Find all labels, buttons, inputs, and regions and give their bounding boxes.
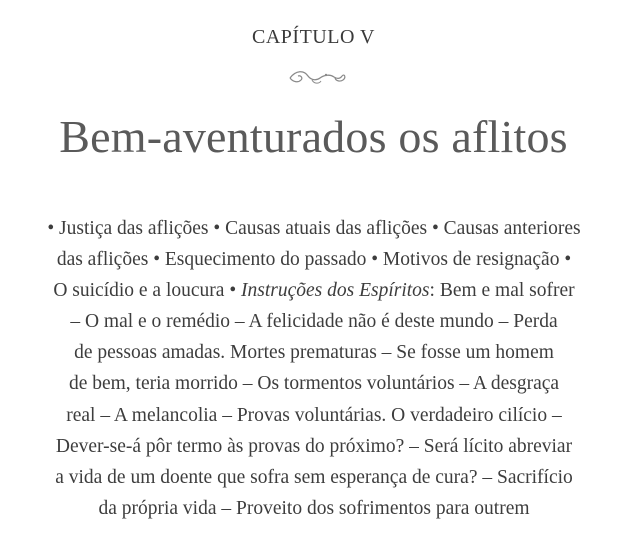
summary-line (14, 275, 614, 306)
scroll-flourish-icon (286, 66, 348, 88)
summary-line: • Justiça das aflições • Causas atuais das aflições • Causas anteriores (47, 218, 581, 239)
summary-line: real – A melancolia – Provas voluntárias. O verdadeiro cilício – (66, 404, 562, 426)
summary-line: da própria vida – Proveito dos sofrimentos para outrem (98, 497, 530, 519)
summary-text: : Bem e mal sofrer (429, 280, 575, 302)
summary-italic-text: Instruções dos Espíritos (241, 280, 430, 302)
summary-line: de pessoas amadas. Mortes prematuras – Se fosse um homem (74, 342, 554, 364)
chapter-label: CAPÍTULO V (252, 26, 375, 48)
summary-line: – O mal e o remédio – A felicidade não é deste mundo – Perda (70, 311, 558, 333)
summary-line: de bem, teria morrido – Os tormentos voluntários – A desgraça (68, 373, 560, 395)
summary-line: Dever-se-á pôr termo às provas do próximo? – Será lícito abreviar (55, 435, 573, 457)
summary-line: a vida de um doente que sofra sem esperança de cura? – Sacrifício (55, 466, 573, 488)
chapter-summary (14, 213, 614, 524)
summary-text: O suicídio e a loucura • (53, 280, 242, 302)
chapter-title: Bem-aventurados os aflitos (59, 111, 568, 162)
summary-line: das aflições • Esquecimento do passado • Motivos de resignação • (56, 249, 572, 271)
